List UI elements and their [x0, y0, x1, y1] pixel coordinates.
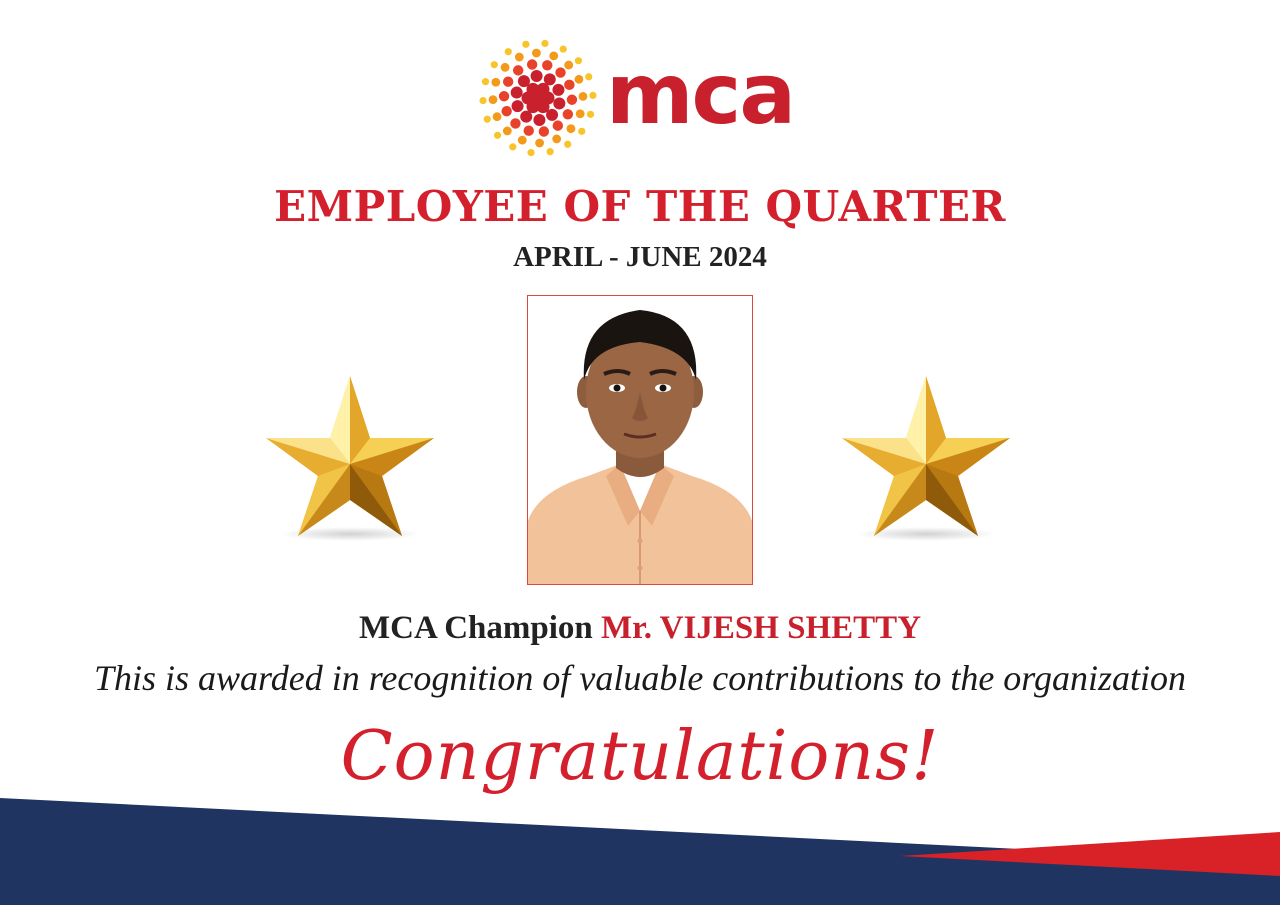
logo-dot: [552, 84, 564, 96]
logo-dot: [491, 78, 500, 87]
logo-dot: [511, 87, 523, 99]
award-period: APRIL - JUNE 2024: [513, 241, 767, 273]
logo-dot: [510, 118, 520, 128]
logo-dot: [553, 97, 565, 109]
logo-dot: [520, 111, 532, 123]
logo-dot: [503, 127, 512, 136]
logo-dot: [560, 46, 567, 53]
logo-dot: [578, 128, 585, 135]
logo-dot: [535, 139, 544, 148]
logo-dot: [513, 65, 523, 75]
champion-name: Mr. VIJESH SHETTY: [601, 610, 922, 646]
logo-dot: [532, 49, 541, 58]
logo-dot: [585, 73, 592, 80]
logo-dot: [579, 92, 588, 101]
logo-dot: [575, 75, 584, 84]
logo-dot: [524, 126, 534, 136]
gold-star-icon: [264, 372, 436, 542]
logo-dot: [479, 97, 486, 104]
logo-dot: [527, 149, 534, 156]
logo-dot: [553, 120, 563, 130]
mca-logo: [478, 38, 808, 158]
champion-line: [0, 608, 1280, 648]
logo-dot: [589, 92, 596, 99]
logo-dot: [563, 109, 573, 119]
logo-dot: [541, 40, 548, 47]
logo-dot: [533, 114, 545, 126]
logo-dot: [522, 41, 529, 48]
logo-dot: [509, 143, 516, 150]
logo-dot: [549, 51, 558, 60]
logo-dot: [539, 126, 549, 136]
logo-dot: [552, 135, 561, 144]
logo-dot: [518, 136, 527, 145]
logo-dot: [493, 112, 502, 121]
recognition-text: This is awarded in recognition of valuable contributions to the organization: [94, 658, 1186, 698]
logo-dot: [501, 106, 511, 116]
logo-dot: [564, 80, 574, 90]
bottom-decorative-band: [0, 780, 1280, 905]
logo-dot: [503, 77, 513, 87]
logo-dot: [544, 73, 556, 85]
logo-dot: [564, 141, 571, 148]
logo-dot: [546, 109, 558, 121]
logo-dot: [575, 57, 582, 64]
logo-dot: [531, 70, 543, 82]
logo-dot: [505, 48, 512, 55]
champion-label: MCA Champion: [358, 610, 593, 646]
logo-dot: [587, 111, 594, 118]
logo-dot: [494, 132, 501, 139]
sunburst-dots-icon: [478, 38, 598, 158]
logo-dot: [564, 61, 573, 70]
logo-dot: [518, 75, 530, 87]
logo-wordmark: mca: [606, 45, 795, 143]
employee-portrait: [528, 296, 752, 584]
logo-dot: [567, 124, 576, 133]
logo-dot: [501, 63, 510, 72]
logo-dot: [484, 116, 491, 123]
logo-dot: [555, 67, 565, 77]
logo-dot: [491, 61, 498, 68]
logo-dot: [482, 78, 489, 85]
congratulations-text: Congratulations!: [340, 717, 940, 796]
logo-dot: [567, 95, 577, 105]
logo-dot: [576, 109, 585, 118]
logo-dot: [512, 100, 524, 112]
logo-dot: [499, 91, 509, 101]
certificate-title: EMPLOYEE OF THE QUARTER: [274, 182, 1006, 231]
gold-star-icon: [840, 372, 1012, 542]
logo-dot: [547, 148, 554, 155]
logo-dot: [527, 59, 537, 69]
employee-photo: [527, 295, 753, 585]
logo-dot: [489, 95, 498, 104]
logo-dot: [515, 53, 524, 62]
logo-dot: [542, 60, 552, 70]
